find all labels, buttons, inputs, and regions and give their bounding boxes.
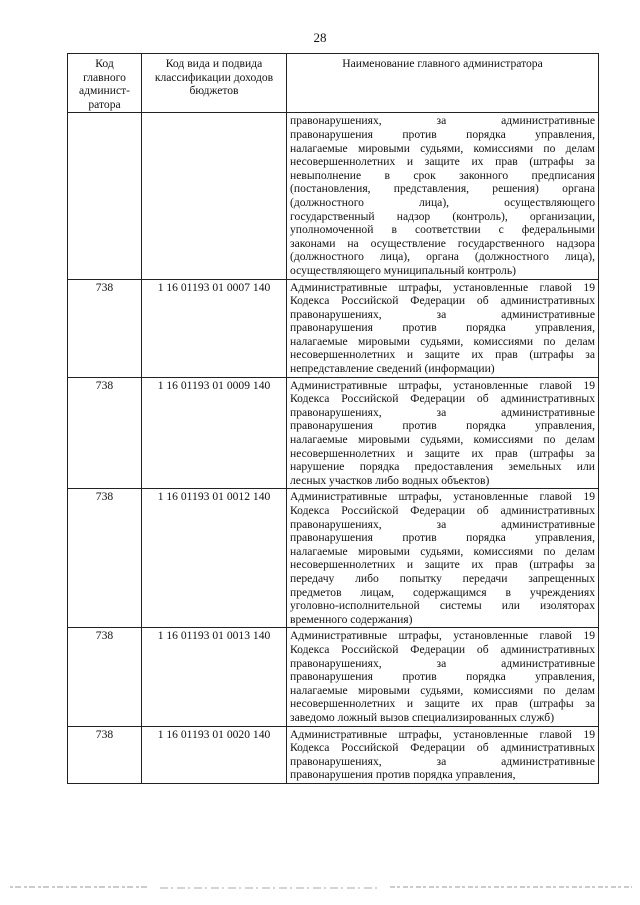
name-text-line: правонарушения против порядка управления, xyxy=(290,321,595,335)
name-text-line: налагаемые мировыми судьями, комиссиями по делам xyxy=(290,433,595,447)
table-row xyxy=(68,628,599,726)
budget-revenue-table xyxy=(67,53,599,784)
name-text-line: несовершеннолетних и защите их прав (штрафы за xyxy=(290,697,595,711)
name-text-line: несовершеннолетних и защите их прав (штрафы за xyxy=(290,155,595,169)
admin-code-cell: 738 xyxy=(68,726,142,783)
name-text-line: несовершеннолетних и защите их прав (штрафы за xyxy=(290,348,595,362)
administrator-name-cell xyxy=(287,628,599,726)
name-text-line: правонарушения против порядка управления, xyxy=(290,670,595,684)
name-text-line: уголовно-исполнительной системы или изоляторах xyxy=(290,599,595,613)
administrator-name-cell xyxy=(287,279,599,377)
header-admin-code: Код главного админист- ратора xyxy=(68,54,142,113)
name-text-line: Административные штрафы, установленные главой 19 xyxy=(290,280,595,294)
revenue-code-cell: 1 16 01193 01 0020 140 xyxy=(142,726,287,783)
admin-code-cell: 738 xyxy=(68,279,142,377)
table-row xyxy=(68,279,599,377)
administrator-name-cell xyxy=(287,726,599,783)
name-text-line: правонарушения против порядка управления, xyxy=(290,419,595,433)
header-administrator-name: Наименование главного администратора xyxy=(287,54,599,113)
name-text-line: непредставление сведений (информации) xyxy=(290,362,495,376)
name-text-line: передачу либо попытку передачи запрещенных xyxy=(290,571,595,585)
name-text-line: несовершеннолетних и защите их прав (штрафы за xyxy=(290,558,595,572)
name-text-line: Кодекса Российской Федерации об административных xyxy=(290,294,595,308)
name-text-line: государственный надзор (контроль), организации, xyxy=(290,209,595,223)
name-text-line: законами на осуществление государственного надзора xyxy=(290,236,595,250)
name-text-line: Административные штрафы, установленные главой 19 xyxy=(290,490,595,504)
scan-edge-noise xyxy=(0,882,640,892)
name-text-line: правонарушениях, за административные xyxy=(290,114,595,128)
name-text-line: (должностного лица), осуществляющего xyxy=(290,195,595,209)
table-body xyxy=(68,113,599,784)
name-text-line: правонарушениях, за административные xyxy=(290,656,595,670)
name-text-line: Административные штрафы, установленные главой 19 xyxy=(290,727,595,741)
name-text-line: налагаемые мировыми судьями, комиссиями по делам xyxy=(290,683,595,697)
name-text-line: правонарушениях, за административные xyxy=(290,307,595,321)
header-revenue-code: Код вида и подвида классификации доходов бюджетов xyxy=(142,54,287,113)
name-text-line: уполномоченной в соответствии с федеральными xyxy=(290,223,595,237)
name-text-line: Кодекса Российской Федерации об административных xyxy=(290,741,595,755)
name-text-line: Административные штрафы, установленные главой 19 xyxy=(290,378,595,392)
name-text-line: лесных участков либо водных объектов) xyxy=(290,473,490,487)
name-text-line: налагаемые мировыми судьями, комиссиями по делам xyxy=(290,544,595,558)
name-text-line: правонарушения против порядка управления, xyxy=(290,127,595,141)
name-text-line: осуществляющего муниципальный контроль) xyxy=(290,263,516,277)
name-text-line: Кодекса Российской Федерации об административных xyxy=(290,642,595,656)
name-text-line: (постановления, представления, решения) органа xyxy=(290,182,595,196)
revenue-code-cell: 1 16 01193 01 0007 140 xyxy=(142,279,287,377)
administrator-name-cell xyxy=(287,113,599,279)
table-row xyxy=(68,489,599,628)
name-text-line: Административные штрафы, установленные главой 19 xyxy=(290,629,595,643)
admin-code-cell: 738 xyxy=(68,628,142,726)
table-row xyxy=(68,377,599,489)
admin-code-cell xyxy=(68,113,142,279)
revenue-code-cell: 1 16 01193 01 0012 140 xyxy=(142,489,287,628)
name-text-line: невыполнение в срок законного предписания xyxy=(290,168,595,182)
name-text-line: налагаемые мировыми судьями, комиссиями по делам xyxy=(290,334,595,348)
revenue-code-cell: 1 16 01193 01 0009 140 xyxy=(142,377,287,489)
name-text-line: Кодекса Российской Федерации об административных xyxy=(290,392,595,406)
administrator-name-cell xyxy=(287,377,599,489)
page-number: 28 xyxy=(313,30,327,45)
name-text-line: (должностного лица), органа (должностного лица), xyxy=(290,250,595,264)
name-text-line: правонарушениях, за административные xyxy=(290,517,595,531)
table-row xyxy=(68,726,599,783)
name-text-line: Кодекса Российской Федерации об административных xyxy=(290,504,595,517)
name-text-line: правонарушениях, за административные xyxy=(290,405,595,419)
name-text-line: правонарушения против порядка управления, xyxy=(290,768,516,782)
admin-code-cell: 738 xyxy=(68,489,142,628)
name-text-line: временного содержания) xyxy=(290,612,413,626)
name-text-line: заведомо ложный вызов специализированных служб) xyxy=(290,710,555,724)
admin-code-cell: 738 xyxy=(68,377,142,489)
administrator-name-cell xyxy=(287,489,599,628)
table-row xyxy=(68,113,599,279)
name-text-line: несовершеннолетних и защите их прав (штрафы за xyxy=(290,446,595,460)
name-text-line: правонарушения против порядка управления, xyxy=(290,531,595,545)
name-text-line: нарушение порядка предоставления земельных или xyxy=(290,460,595,474)
name-text-line: налагаемые мировыми судьями, комиссиями по делам xyxy=(290,141,595,155)
name-text-line: предметов лицам, содержащимся в учреждениях xyxy=(290,585,595,599)
table-header-row xyxy=(68,54,599,113)
revenue-code-cell xyxy=(142,113,287,279)
revenue-code-cell: 1 16 01193 01 0013 140 xyxy=(142,628,287,726)
name-text-line: правонарушениях, за административные xyxy=(290,754,595,768)
